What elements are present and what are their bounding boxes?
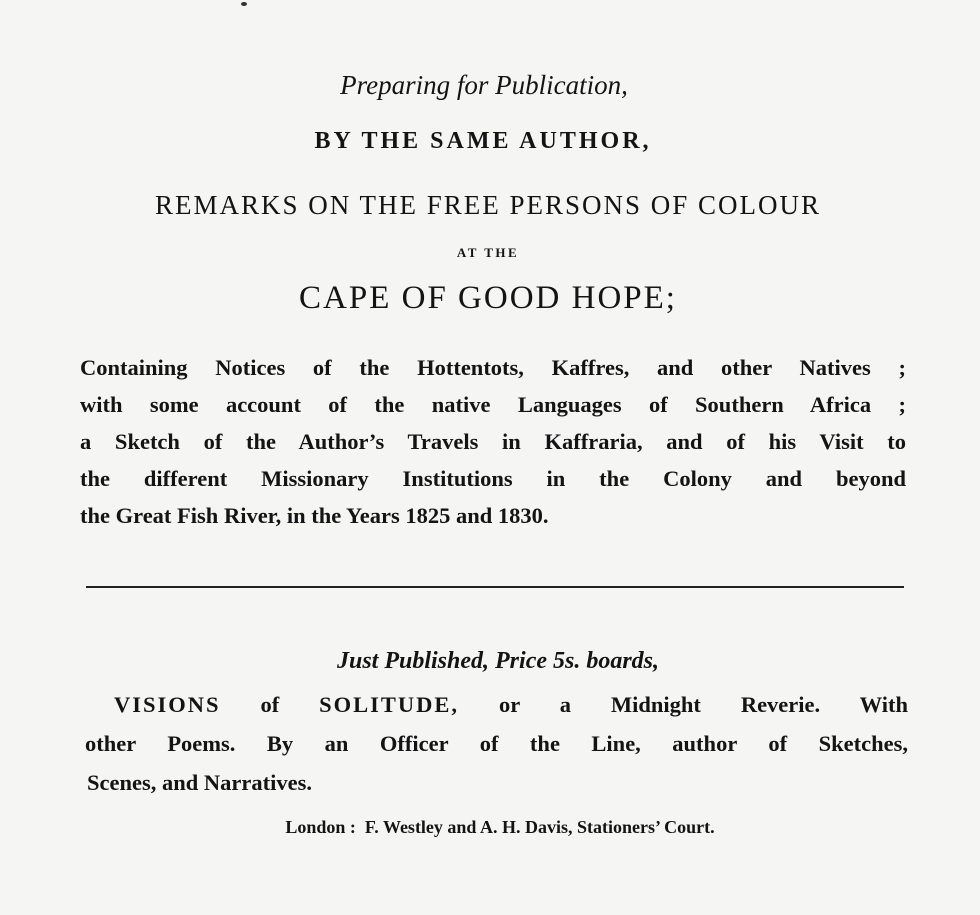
imprint-line [0, 817, 980, 838]
just-published-heading: Just Published, Price 5s. boards, [336, 648, 660, 674]
title-line-remarks: REMARKS ON THE FREE PERSONS OF COLOUR [154, 190, 822, 220]
by-author-line: BY THE SAME AUTHOR, [314, 128, 652, 154]
book-subtitle-end: With [859, 692, 908, 717]
section-divider [86, 586, 904, 588]
title-line-at-the: AT THE [456, 245, 520, 260]
book-title-word: of [260, 692, 280, 717]
description-line: with some account of the native Languages of Southern Africa ; [80, 392, 906, 417]
book-title-word: VISIONS [114, 692, 221, 717]
description-line: the different Missionary Institutions in the Colony and beyond [80, 466, 906, 491]
preparing-heading: Preparing for Publication, [340, 70, 628, 100]
description-line: a Sketch of the Author’s Travels in Kaffraria, and of his Visit to [80, 429, 906, 454]
imprint-publisher: F. Westley and A. H. Davis, Stationers’ Court. [364, 817, 715, 837]
book-description-line: other Poems. By an Officer of the Line, author of Sketches, [85, 731, 908, 756]
book-subtitle: or a Midnight Reverie. [498, 692, 821, 717]
book-title-line [114, 686, 908, 723]
description-line: Containing Notices of the Hottentots, Kaffres, and other Natives ; [80, 355, 906, 380]
book-title-word: SOLITUDE, [319, 692, 460, 717]
imprint-city: London : [285, 817, 356, 837]
description-line: the Great Fish River, in the Years 1825 and 1830. [80, 503, 549, 528]
ink-speck [241, 2, 247, 6]
book-description-line: Scenes, and Narratives. [87, 770, 312, 795]
title-line-cape: CAPE OF GOOD HOPE; [299, 280, 677, 316]
